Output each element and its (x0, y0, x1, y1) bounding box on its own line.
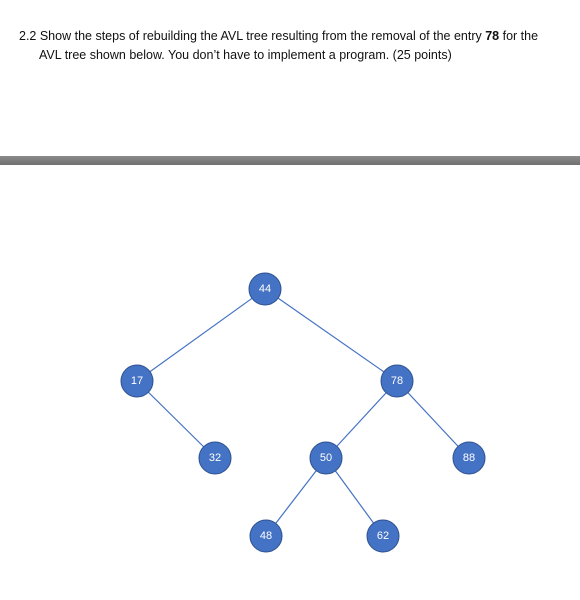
node-label: 88 (462, 452, 476, 464)
tree-node-48 (250, 520, 282, 552)
tree-node-78 (381, 365, 413, 397)
tree-node-88 (453, 442, 485, 474)
node-label: 32 (208, 452, 222, 464)
tree-node-44 (249, 273, 281, 305)
tree-node-62 (367, 520, 399, 552)
tree-node-50 (310, 442, 342, 474)
node-label: 78 (390, 375, 404, 387)
node-label: 44 (258, 283, 272, 295)
node-label: 50 (319, 452, 333, 464)
tree-node-32 (199, 442, 231, 474)
question-bold-value: 78 (485, 29, 500, 43)
node-label: 62 (376, 530, 390, 542)
question-prefix: 2.2 Show the steps of rebuilding the AVL tree resulting from the removal of the entry (19, 29, 486, 43)
tree-node-17 (121, 365, 153, 397)
edge-44-78 (265, 289, 397, 381)
tree-edges (137, 289, 469, 536)
question-suffix: for the (499, 29, 539, 43)
node-label: 17 (130, 375, 144, 387)
node-label: 48 (259, 530, 273, 542)
edge-44-17 (137, 289, 265, 381)
question-line2: AVL tree shown below. You don’t have to implement a program. (25 points) (39, 48, 452, 62)
